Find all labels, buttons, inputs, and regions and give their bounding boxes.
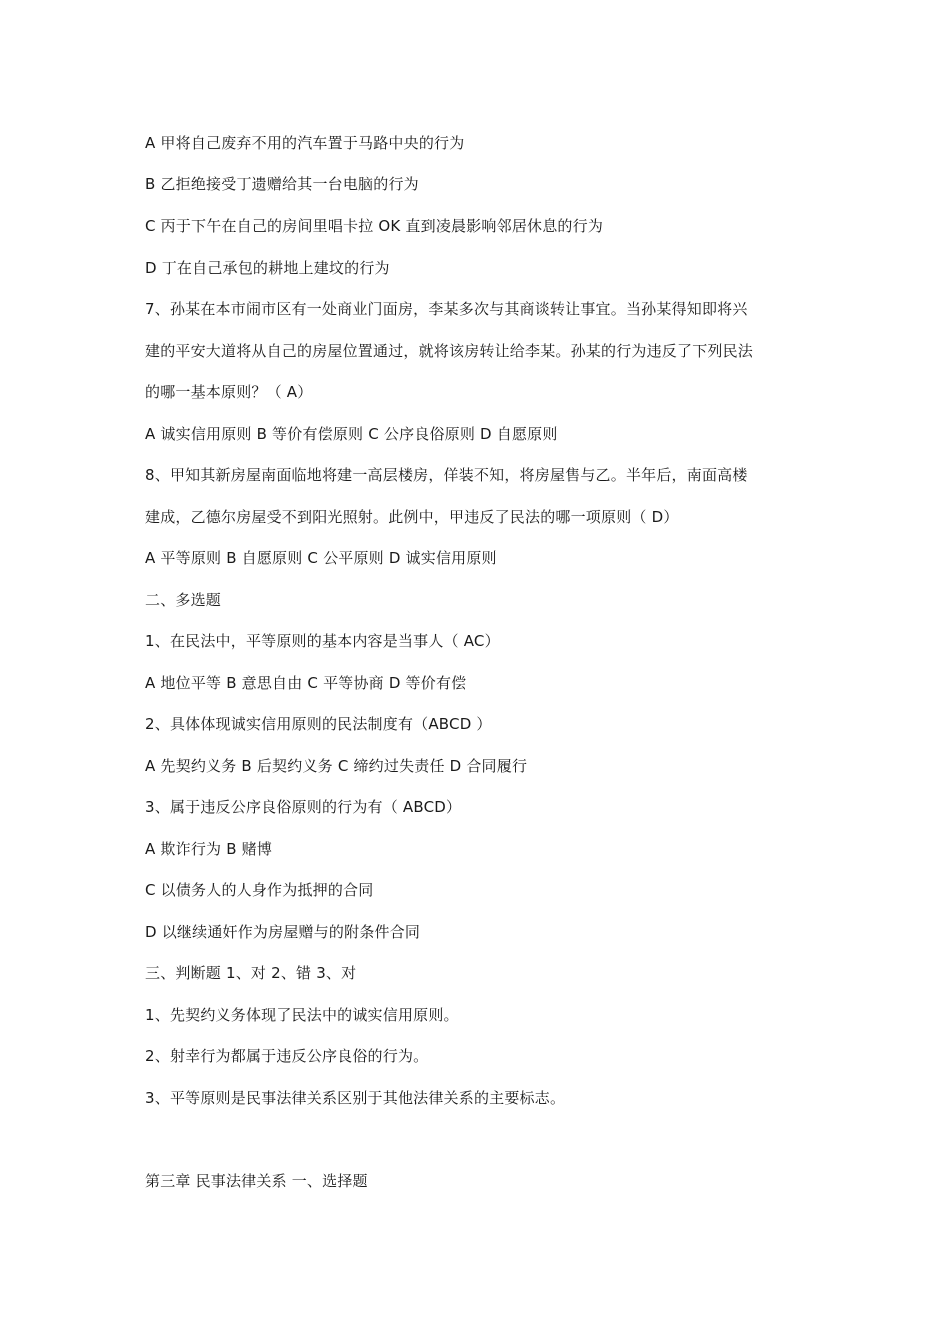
option-line: B 乙拒绝接受丁遗赠给其一台电脑的行为 bbox=[145, 175, 419, 193]
question-line: 8、甲知其新房屋南面临地将建一高层楼房，佯装不知，将房屋售与乙。半年后，南面高楼 bbox=[145, 466, 748, 484]
option-line: A 甲将自己废弃不用的汽车置于马路中央的行为 bbox=[145, 134, 465, 152]
question-line: 2、具体体现诚实信用原则的民法制度有（ABCD ） bbox=[145, 715, 492, 733]
question-line: 建成，乙德尔房屋受不到阳光照射。此例中，甲违反了民法的哪一项原则（ D） bbox=[145, 508, 679, 526]
option-line: A 诚实信用原则 B 等价有偿原则 C 公序良俗原则 D 自愿原则 bbox=[145, 425, 558, 443]
option-line: A 欺诈行为 B 赌博 bbox=[145, 840, 273, 858]
option-line: A 先契约义务 B 后契约义务 C 缔约过失责任 D 合同履行 bbox=[145, 757, 528, 775]
option-line: A 地位平等 B 意思自由 C 平等协商 D 等价有偿 bbox=[145, 674, 467, 692]
statement-line: 1、先契约义务体现了民法中的诚实信用原则。 bbox=[145, 1006, 459, 1024]
option-line: D 丁在自己承包的耕地上建坟的行为 bbox=[145, 259, 390, 277]
question-line: 7、孙某在本市闹市区有一处商业门面房，李某多次与其商谈转让事宜。当孙某得知即将兴 bbox=[145, 300, 748, 318]
section-heading: 三、判断题 1、对 2、错 3、对 bbox=[145, 964, 357, 982]
option-line: C 丙于下午在自己的房间里唱卡拉 OK 直到凌晨影响邻居休息的行为 bbox=[145, 217, 604, 235]
question-line: 的哪一基本原则？（ A） bbox=[145, 383, 313, 401]
chapter-heading: 第三章 民事法律关系 一、选择题 bbox=[145, 1172, 368, 1190]
section-heading: 二、多选题 bbox=[145, 591, 222, 609]
option-line: D 以继续通奸作为房屋赠与的附条件合同 bbox=[145, 923, 421, 941]
question-line: 建的平安大道将从自己的房屋位置通过，就将该房转让给李某。孙某的行为违反了下列民法 bbox=[145, 342, 754, 360]
option-line: A 平等原则 B 自愿原则 C 公平原则 D 诚实信用原则 bbox=[145, 549, 497, 567]
question-line: 1、在民法中，平等原则的基本内容是当事人（ AC） bbox=[145, 632, 500, 650]
statement-line: 3、平等原则是民事法律关系区别于其他法律关系的主要标志。 bbox=[145, 1089, 566, 1107]
question-line: 3、属于违反公序良俗原则的行为有（ ABCD） bbox=[145, 798, 462, 816]
option-line: C 以债务人的人身作为抵押的合同 bbox=[145, 881, 374, 899]
statement-line: 2、射幸行为都属于违反公序良俗的行为。 bbox=[145, 1047, 429, 1065]
